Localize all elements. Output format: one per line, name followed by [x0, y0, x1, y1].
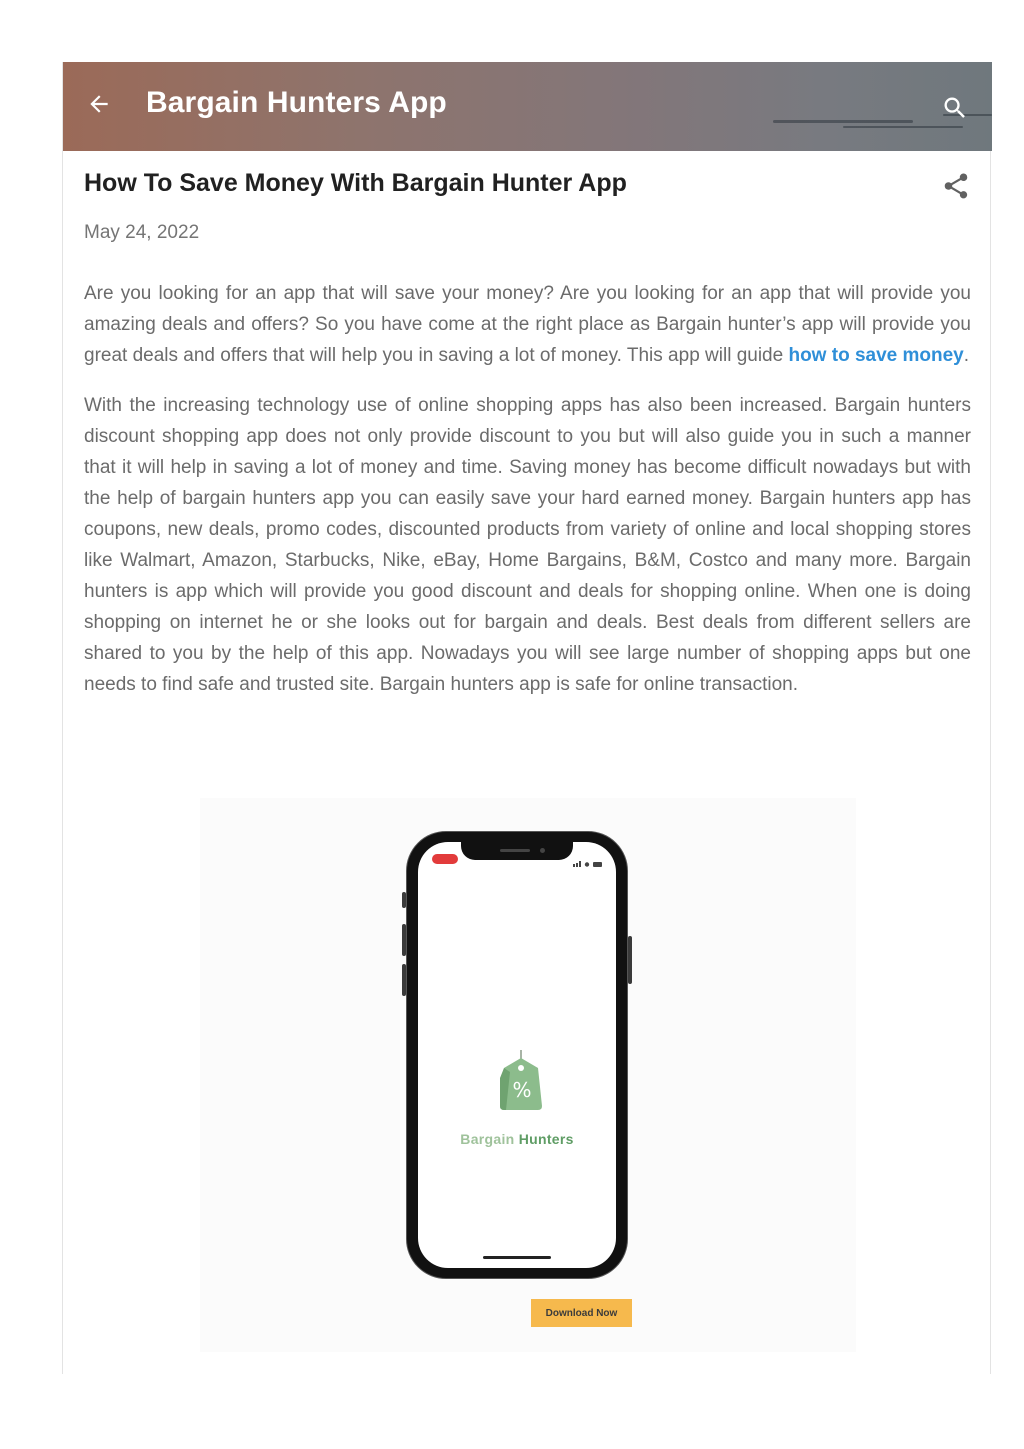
- phone-mockup: [406, 831, 628, 1279]
- search-icon: [941, 94, 969, 127]
- notch-camera: [540, 848, 545, 853]
- share-button[interactable]: [939, 171, 973, 205]
- search-button[interactable]: [937, 92, 973, 128]
- brand-name: [418, 1131, 616, 1147]
- blog-post-page: [62, 62, 991, 1374]
- header-background-streak: [773, 120, 913, 123]
- phone-notch: [461, 842, 573, 860]
- phone-side-button: [402, 924, 406, 956]
- post-title: How To Save Money With Bargain Hunter App: [84, 169, 627, 197]
- post-paragraph-details: With the increasing technology use of online shopping apps has also been increased. Bargain hunters discount shopping app does not only provide discount to you but will also guide you in such a manner that it will help in saving a lot of money and time. Saving money has become difficult nowadays but with the help of bargain hunters app you can easily save your hard earned money. Bargain hunters app has coupons, new deals, promo codes, discounted products from variety of online and local shopping stores like Walmart, Amazon, Starbucks, Nike, eBay, Home Bargains, B&M, Costco and many more. Bargain hunters is app which will provide you good discount and deals for shopping online. When one is doing shopping on internet he or she looks out for bargain and deals. Best deals from different sellers are shared to you by the help of this app. Nowadays you will see large number of shopping apps but one needs to find safe and trusted site. Bargain hunters app is safe for online transaction.: [84, 395, 971, 695]
- notch-speaker: [500, 849, 530, 852]
- brand-name-part2: Hunters: [514, 1131, 574, 1147]
- price-tag-percent-icon: [494, 1048, 548, 1112]
- post-body: [84, 278, 971, 719]
- how-to-save-money-link[interactable]: how to save money: [788, 345, 964, 366]
- phone-side-button: [628, 936, 632, 984]
- download-now-button[interactable]: Download Now: [531, 1299, 632, 1327]
- app-header: [63, 62, 992, 151]
- back-button[interactable]: [81, 88, 117, 124]
- share-icon: [941, 171, 971, 206]
- recording-indicator: [432, 854, 458, 864]
- post-paragraph-intro: [84, 278, 971, 371]
- paragraph-end: .: [963, 345, 970, 366]
- svg-text:%: %: [512, 1078, 532, 1102]
- app-promo-image: [200, 798, 856, 1352]
- brand-name-part1: Bargain: [460, 1131, 515, 1147]
- phone-screen: [418, 842, 616, 1268]
- home-indicator: [483, 1256, 551, 1259]
- phone-side-button: [402, 964, 406, 996]
- arrow-left-icon: [86, 91, 112, 122]
- status-bar-icons: [573, 854, 603, 860]
- post-date: May 24, 2022: [84, 222, 200, 243]
- phone-side-button: [402, 892, 406, 908]
- paragraph-text: Are you looking for an app that will save your money? Are you looking for an app that will provide you amazing deals and offers? So you have come at the right place as Bargain hunter’s app will provide you great deals and offers that will help you in saving a lot of money. This app will guide: [84, 283, 971, 366]
- app-title[interactable]: Bargain Hunters App: [146, 86, 447, 119]
